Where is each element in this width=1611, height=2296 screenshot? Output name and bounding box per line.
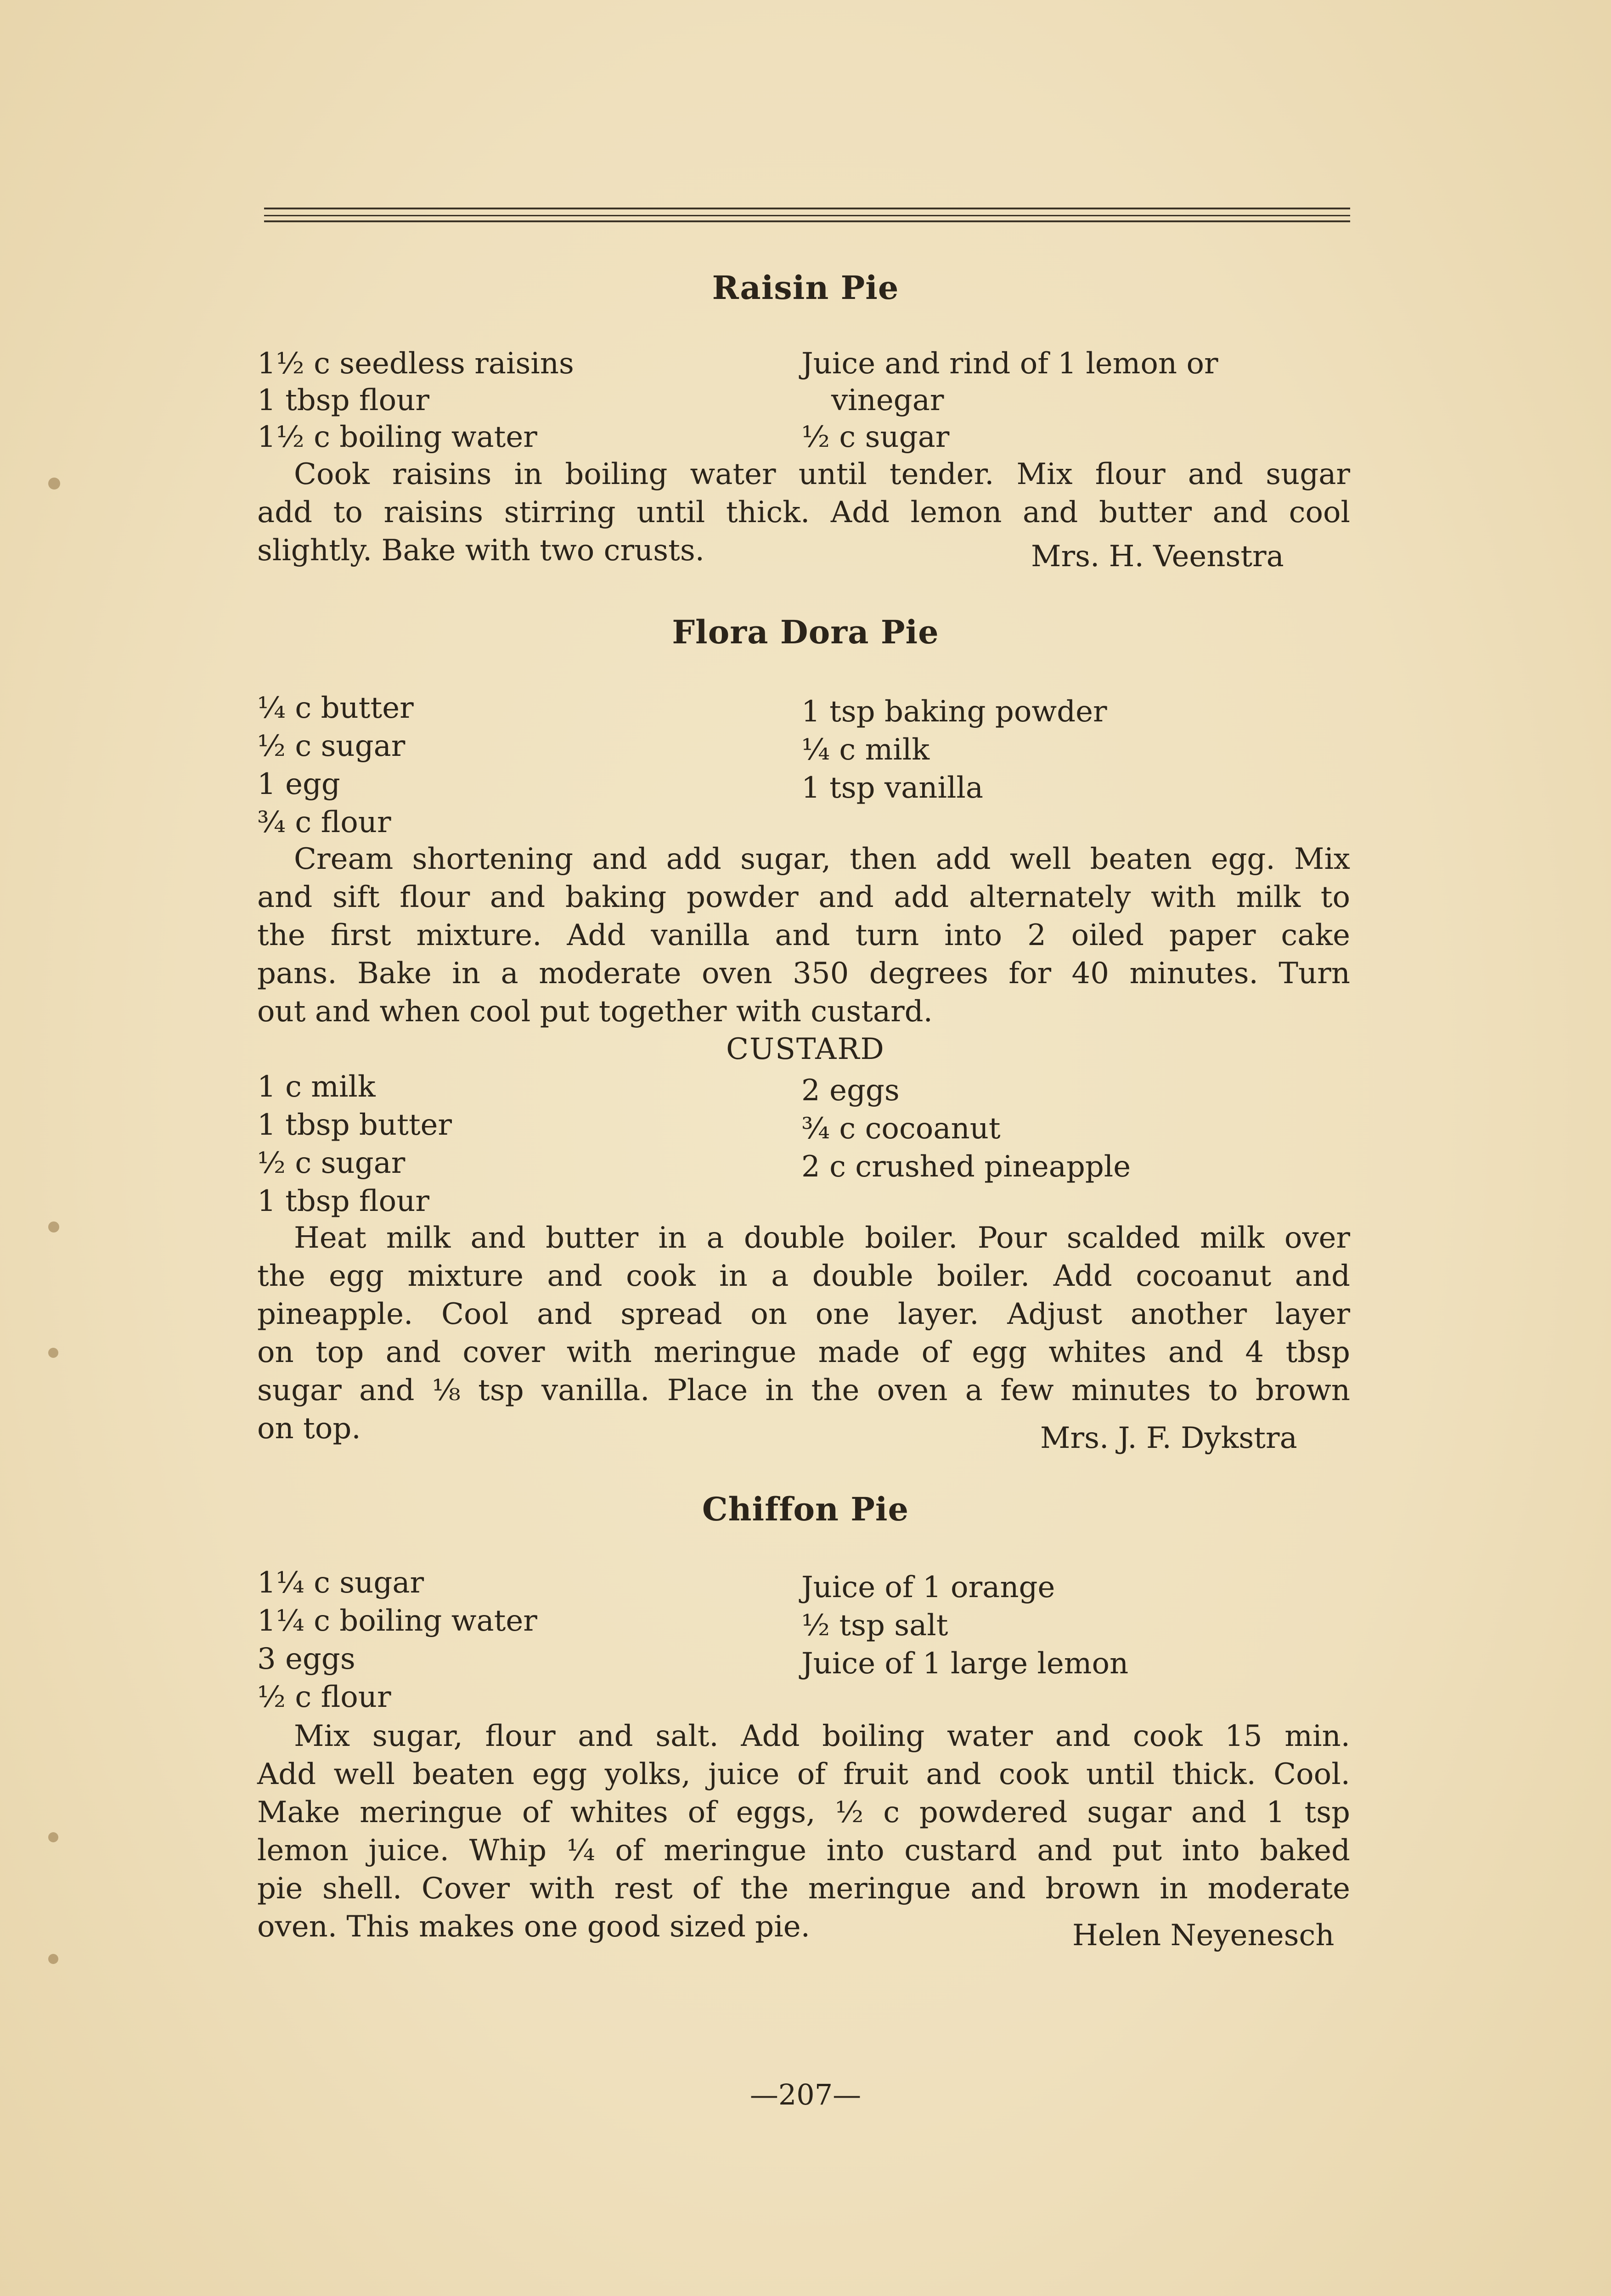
ingredient: ¾ c flour — [257, 805, 391, 839]
direction-line: Mix sugar, flour and salt. Add boiling water and cook 15 min. — [294, 1719, 1350, 1753]
ingredient: 1½ c boiling water — [257, 420, 537, 454]
direction-line: Make meringue of whites of eggs, ½ c powdered sugar and 1 tsp — [257, 1795, 1350, 1829]
direction-line: oven. This makes one good sized pie. — [257, 1910, 810, 1944]
ingredient: 1½ c seedless raisins — [257, 347, 574, 381]
direction-line: pans. Bake in a moderate oven 350 degrees for 40 minutes. Turn — [257, 957, 1350, 990]
direction-line: Cook raisins in boiling water until tender. Mix flour and sugar — [294, 457, 1350, 491]
direction-line: add to raisins stirring until thick. Add lemon and butter and cool — [257, 495, 1350, 529]
direction-line: pineapple. Cool and spread on one layer. Adjust another layer — [257, 1297, 1350, 1331]
recipe-title: Raisin Pie — [712, 269, 899, 307]
ingredient: ½ c sugar — [801, 420, 950, 454]
ingredient: 2 eggs — [801, 1074, 900, 1108]
ingredient: 1¼ c boiling water — [257, 1604, 537, 1638]
direction-line: slightly. Bake with two crusts. — [257, 534, 704, 568]
stain-mark — [48, 1348, 58, 1358]
recipe-title: Chiffon Pie — [702, 1490, 909, 1528]
custard-heading: CUSTARD — [726, 1032, 885, 1066]
ingredient: ½ c sugar — [257, 1146, 406, 1180]
ingredient: 3 eggs — [257, 1642, 355, 1676]
ingredient: 1¼ c sugar — [257, 1566, 424, 1600]
ingredient: 1 tbsp flour — [257, 383, 429, 417]
ingredient: Juice and rind of 1 lemon or — [801, 347, 1218, 381]
ingredient: ½ c flour — [257, 1680, 391, 1714]
ingredient: ¼ c butter — [257, 691, 414, 725]
ingredient: ¾ c cocoanut — [801, 1112, 1001, 1146]
ingredient: vinegar — [831, 383, 944, 417]
ingredient: Juice of 1 orange — [801, 1570, 1055, 1604]
recipe-signature: Helen Neyenesch — [1072, 1919, 1335, 1953]
direction-line: Cream shortening and add sugar, then add well beaten egg. Mix — [294, 842, 1350, 876]
stain-mark — [48, 478, 60, 490]
ingredient: Juice of 1 large lemon — [801, 1647, 1129, 1681]
page-number: —207— — [749, 2078, 862, 2111]
recipe-title: Flora Dora Pie — [672, 613, 939, 651]
direction-line: the first mixture. Add vanilla and turn into 2 oiled paper cake — [257, 918, 1350, 952]
recipe-directions — [257, 840, 1350, 1031]
direction-line: lemon juice. Whip ¼ of meringue into custard and put into baked — [257, 1834, 1350, 1868]
ingredient: 1 tsp baking powder — [801, 695, 1107, 729]
recipe-signature: Mrs. H. Veenstra — [1031, 540, 1284, 574]
ingredient: ½ c sugar — [257, 729, 406, 763]
direction-line: and sift flour and baking powder and add alternately with milk to — [257, 880, 1350, 914]
direction-line: sugar and ⅛ tsp vanilla. Place in the oven a few minutes to brown — [257, 1373, 1350, 1407]
header-rule — [264, 215, 1350, 216]
ingredient: 1 egg — [257, 767, 340, 801]
ingredient: ½ tsp salt — [801, 1609, 948, 1643]
ingredient: 1 c milk — [257, 1070, 376, 1104]
recipe-directions — [257, 1717, 1350, 1946]
ingredient: 2 c crushed pineapple — [801, 1150, 1131, 1184]
direction-line: on top. — [257, 1412, 361, 1446]
recipe-signature: Mrs. J. F. Dykstra — [1040, 1421, 1297, 1455]
direction-line: out and when cool put together with custard. — [257, 995, 933, 1029]
direction-line: Heat milk and butter in a double boiler. Pour scalded milk over — [294, 1221, 1350, 1255]
stain-mark — [48, 1832, 58, 1842]
direction-line: Add well beaten egg yolks, juice of fruit and cook until thick. Cool. — [257, 1757, 1350, 1791]
direction-line: on top and cover with meringue made of egg whites and 4 tbsp — [257, 1335, 1350, 1369]
header-rule — [264, 208, 1350, 209]
direction-line: pie shell. Cover with rest of the meringue and brown in moderate — [257, 1872, 1350, 1906]
custard-directions — [257, 1219, 1350, 1448]
direction-line: the egg mixture and cook in a double boiler. Add cocoanut and — [257, 1259, 1350, 1293]
ingredient: 1 tbsp flour — [257, 1184, 429, 1218]
stain-mark — [48, 1954, 58, 1964]
ingredient: 1 tbsp butter — [257, 1108, 452, 1142]
header-rule — [264, 220, 1350, 222]
ingredient: ¼ c milk — [801, 733, 929, 767]
stain-mark — [48, 1221, 59, 1232]
ingredient: 1 tsp vanilla — [801, 771, 984, 805]
